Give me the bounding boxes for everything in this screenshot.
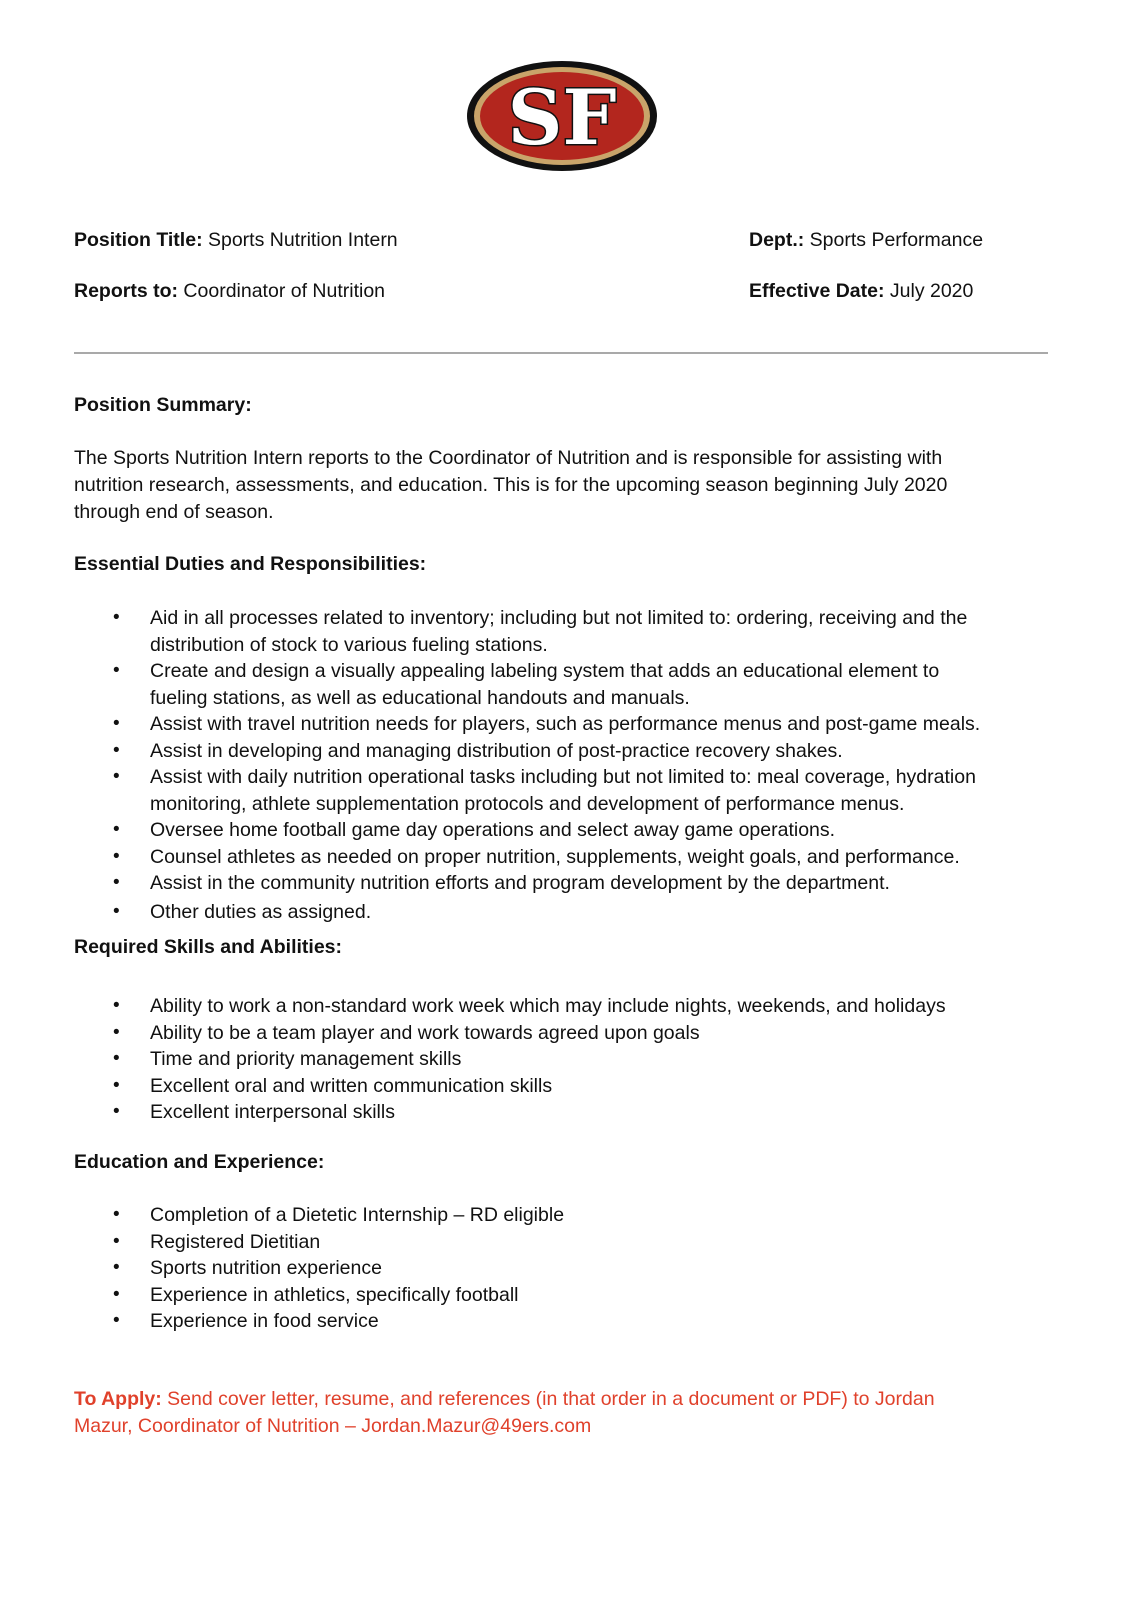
skills-heading: Required Skills and Abilities: [74,936,343,958]
duties-list [0,605,1040,925]
education-item: • Registered Dietitian [0,1229,1040,1256]
effective-date-value: July 2020 [889,280,974,302]
duty-line: • Oversee home football game day operations and select away game operations. [150,819,836,841]
education-item: • Sports nutrition experience [0,1255,1040,1282]
dept-value: Sports Performance [809,229,984,251]
education-item: • Experience in food service [0,1308,1040,1335]
reports-to-label: Reports to: [74,280,178,302]
apply-label: To Apply: [74,1388,162,1410]
logo-lettering: SF [507,73,617,162]
duty-line: fueling stations, as well as educational handouts and manuals. [150,686,690,709]
summary-line: The Sports Nutrition Intern reports to the Coordinator of Nutrition and is responsible for assisting with [74,447,943,469]
position-title-value: Sports Nutrition Intern [207,229,398,251]
apply-line: Send cover letter, resume, and references (in that order in a document or PDF) to Jordan [167,1388,935,1410]
position-title-row [74,227,398,254]
summary-line: through end of season. [74,501,274,523]
effective-date-row [749,278,973,305]
duty-line: • Create and design a visually appealing labeling system that adds an educational element to [150,660,940,682]
duty-item [0,817,1040,844]
reports-to-value: Coordinator of Nutrition [183,280,386,302]
apply-line: Mazur, Coordinator of Nutrition – Jordan.Mazur@49ers.com [74,1415,592,1437]
skill-item: • Ability to work a non-standard work week which may include nights, weekends, and holidays [0,993,1040,1020]
duty-item [0,711,1040,738]
position-summary-text [74,445,1064,526]
position-title-label: Position Title: [74,229,203,251]
duty-line: • Assist with travel nutrition needs for players, such as performance menus and post-game meals. [150,713,981,735]
duty-line: distribution of stock to various fueling stations. [150,633,548,656]
duty-line: • Assist in developing and managing distribution of post-practice recovery shakes. [150,739,843,762]
team-logo [466,60,658,172]
duty-line: • Assist with daily nutrition operational tasks including but not limited to: meal coverage, hydration [150,766,976,788]
education-list [0,1202,1040,1335]
position-summary-heading: Position Summary: [74,394,252,416]
duty-line: • Counsel athletes as needed on proper nutrition, supplements, weight goals, and performance. [150,845,960,868]
skills-list [0,993,1040,1126]
duty-line: • Assist in the community nutrition efforts and program development by the department. [150,872,890,894]
skill-item: • Excellent oral and written communication skills [0,1073,1040,1100]
duty-item [0,899,1040,926]
summary-line: nutrition research, assessments, and education. This is for the upcoming season beginning July 2020 [74,474,948,496]
skill-item: • Time and priority management skills [0,1046,1040,1073]
duty-line: • Aid in all processes related to inventory; including but not limited to: ordering, receiving and the [150,607,968,629]
duty-item [0,658,1040,711]
education-item: • Experience in athletics, specifically football [0,1282,1040,1309]
duty-line: • Other duties as assigned. [150,900,372,923]
apply-section [74,1386,1064,1440]
skill-item: • Excellent interpersonal skills [0,1099,1040,1126]
education-heading: Education and Experience: [74,1151,325,1173]
duty-line: monitoring, athlete supplementation protocols and development of performance menus. [150,792,905,815]
divider-rule [74,352,1048,354]
duty-item [0,764,1040,817]
duties-heading: Essential Duties and Responsibilities: [74,553,427,575]
duty-item [0,738,1040,765]
effective-date-label: Effective Date: [749,280,885,302]
skill-item: • Ability to be a team player and work towards agreed upon goals [0,1020,1040,1047]
dept-row [749,227,983,254]
dept-label: Dept.: [749,229,805,251]
reports-to-row [74,278,385,305]
duty-item [0,844,1040,871]
duty-item [0,870,1040,897]
education-item: • Completion of a Dietetic Internship – RD eligible [0,1202,1040,1229]
duty-item [0,605,1040,658]
